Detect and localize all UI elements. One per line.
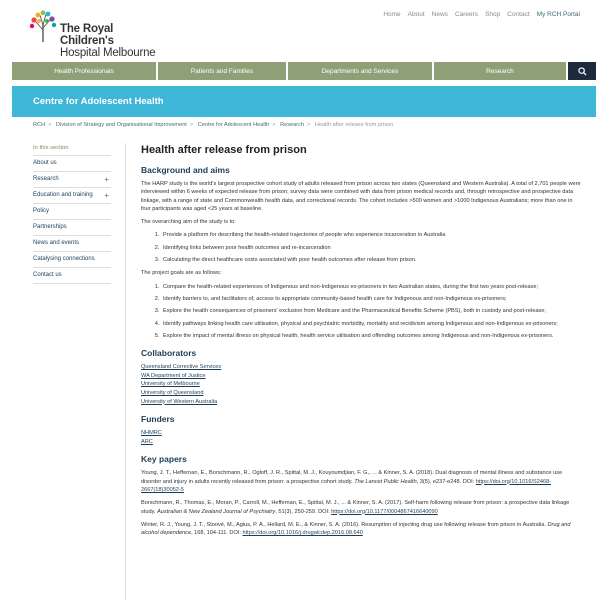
paper-journal: The Lancet Public Health (354, 478, 417, 485)
breadcrumb-centre[interactable]: Centre for Adolescent Health (197, 122, 270, 128)
funder-link[interactable]: ARC (141, 438, 153, 445)
goals-list (161, 283, 581, 340)
sidebar-item-education[interactable] (33, 188, 111, 204)
breadcrumb-rch[interactable]: RCH (33, 122, 46, 128)
funder-link[interactable]: NHMRC (141, 430, 162, 437)
list-item: 2. Identifying links between poor health outcomes and re-incarceration (161, 244, 581, 252)
collaborator-link[interactable]: WA Department of Justice (141, 372, 206, 379)
util-link-news[interactable]: News (431, 11, 448, 18)
collaborator-link[interactable]: Queensland Corrective Services (141, 364, 222, 371)
paper-journal: Drug and alcohol dependence (141, 521, 571, 537)
sidebar-item-catalysing[interactable] (33, 252, 111, 268)
sidebar-item-about[interactable] (33, 156, 111, 172)
funders-heading: Funders (141, 414, 175, 425)
breadcrumb-division[interactable]: Division of Strategy and Organisational Improvement (55, 122, 187, 128)
collaborator-link[interactable]: University of Melbourne (141, 381, 200, 388)
list-item: 3. Calculating the direct healthcare costs associated with poor health outcomes after release from prison. (161, 256, 581, 264)
main-content (141, 143, 581, 542)
expand-icon[interactable]: + (104, 191, 109, 200)
collaborator-link[interactable]: University of Western Australia (141, 398, 218, 405)
tree-logo-icon (28, 10, 58, 44)
nav-research[interactable]: Research (434, 62, 566, 80)
list-item: 4. Identify pathways linking health care utilisation, physical and psychiatric morbidity, mortality and recidivism among Indigenous and non-Indigenous ex-prisoners; (161, 320, 581, 328)
nav-patients-families[interactable]: Patients and Families (158, 62, 286, 80)
nav-departments-services[interactable]: Departments and Services (288, 62, 432, 80)
rch-logo[interactable] (28, 10, 158, 59)
nav-health-professionals[interactable]: Health Professionals (12, 62, 156, 80)
aims-list (161, 231, 581, 264)
sidebar-item-contact[interactable] (33, 268, 111, 284)
paper-doi-link[interactable]: https://doi.org/10.1177/0004867416640090 (331, 508, 438, 515)
util-link-portal[interactable]: My RCH Portal (536, 11, 580, 18)
aims-intro: The overarching aim of the study is to: (141, 219, 236, 226)
main-nav (12, 62, 596, 80)
sidebar-item-label: About us (33, 160, 57, 166)
list-item: 1. Compare the health-related experiences of Indigenous and non-Indigenous ex-prisoners in two Australian states, during the first two years post-release; (161, 283, 581, 291)
funders-list (141, 429, 581, 446)
logo-line1: The Royal Children's (60, 23, 114, 47)
page-title: Health after release from prison (141, 144, 307, 156)
breadcrumb: RCH > Division of Strategy and Organisational Improvement > Centre for Adolescent Health > Research > Health after release from prison (33, 122, 394, 128)
collaborators-heading: Collaborators (141, 348, 197, 359)
nav-search-button[interactable] (568, 62, 596, 80)
list-item: 1. Provide a platform for describing the health-related trajectories of people who experience incarceration in Australia (161, 231, 581, 239)
util-link-careers[interactable]: Careers (454, 11, 479, 18)
paper-citation: Borschmann, R., Thomas, E., Moran, P., Carroll, M., Heffernan, E., Spittal, M. J., ... & Kinner, S. A. (2017). Self-harm following release from prison: a prospective data linkage study. (141, 500, 570, 515)
logo-line2: Hospital Melbourne (60, 47, 156, 59)
collaborator-link[interactable]: University of Queensland (141, 389, 204, 396)
list-item: 2. Identify barriers to, and facilitators of, access to appropriate community-based health care for Indigenous and non-Indigenous ex-prisoners; (161, 295, 581, 303)
collaborators-list (141, 363, 581, 406)
list-item: 3. Explore the health consequences of prisoners' exclusion from Medicare and the Pharmaceutical Benefits Scheme (PBS), both in custody and post-release; (161, 307, 581, 315)
breadcrumb-research[interactable]: Research (280, 122, 305, 128)
paper-reference (141, 469, 581, 494)
banner-title[interactable]: Centre for Adolescent Health (33, 96, 164, 107)
sidebar-item-policy[interactable] (33, 204, 111, 220)
background-heading: Background and aims (141, 165, 230, 175)
paper-doi-link[interactable]: https://doi.org/10.1016/j.drugalcdep.2016.08.640 (242, 530, 363, 537)
sidebar-item-label: Research (33, 176, 59, 182)
sidebar-item-label: Policy (33, 208, 50, 214)
sidebar-item-partnerships[interactable] (33, 220, 111, 236)
sidebar-item-label: News and events (33, 240, 80, 246)
utility-nav (383, 11, 580, 18)
section-banner (12, 86, 596, 117)
section-sidebar (33, 143, 111, 284)
background-paragraph: The HARP study is the world's largest prospective cohort study of adults released from prison across two states (Queensland and Western Australia). A total of 2,701 people were interviewed within 6 weeks of expected release from prison; survey data were combined with data from prison medical records and, through retrospective and prospective data linkage, with a range of state and Commonwealth health data, and correctional records. The cohort includes >500 women and >1000 Indigenous Australians; more than one in four participants was aged <25 years at baseline. (141, 181, 581, 212)
goals-intro: The project goals are as follows: (141, 270, 222, 277)
sidebar-item-label: Education and training (33, 192, 93, 198)
paper-citation: Young, J. T., Heffernan, E., Borschmann, R., Ogloff, J. R., Spittal, M. J., Kouyoumdjian, F. G., ... & Kinner, S. A. (2018). Dual diagnosis of mental illness and substance use disorder and injury in adults recently released from prison: a prospective cohort study. (141, 470, 563, 485)
breadcrumb-current: Health after release from prison (314, 122, 394, 128)
sidebar-item-label: Contact us (33, 272, 62, 278)
search-icon (578, 67, 587, 76)
logo-text (60, 23, 158, 59)
column-divider (125, 143, 126, 600)
key-papers-heading: Key papers (141, 454, 187, 465)
expand-icon[interactable]: + (104, 175, 109, 184)
paper-reference (141, 499, 581, 516)
util-link-shop[interactable]: Shop (485, 11, 501, 18)
site-header (0, 0, 600, 62)
sidebar-item-news[interactable] (33, 236, 111, 252)
sidebar-item-label: Partnerships (33, 224, 67, 230)
paper-details: , 51(3), 250-259. DOI: (275, 508, 332, 515)
paper-details: , 3(5), e237-e248. DOI: (416, 478, 476, 485)
util-link-about[interactable]: About (407, 11, 425, 18)
util-link-contact[interactable]: Contact (507, 11, 530, 18)
sidebar-item-label: Catalysing connections (33, 256, 95, 262)
sidebar-heading: In this section (33, 143, 111, 156)
list-item: 5. Explore the impact of mental illness on physical health, health service utilisation and offending outcomes among Indigenous and non-Indigenous ex-prisoners. (161, 332, 581, 340)
paper-citation: Winter, R. J., Young, J. T., Stoové, M., Agius, P. A., Hellard, M. E., & Kinner, S. A. (2016). Resumption of injecting drug use following release from prison in Australia. (141, 521, 548, 528)
paper-doi-link[interactable]: https://doi.org/10.1016/S2468-2667(18)30052-5 (141, 478, 552, 493)
paper-journal: Australian & New Zealand Journal of Psychiatry (157, 508, 276, 515)
paper-reference (141, 521, 581, 538)
sidebar-item-research[interactable] (33, 172, 111, 188)
paper-details: , 168, 104-111. DOI: (191, 530, 243, 537)
util-link-home[interactable]: Home (383, 11, 401, 18)
